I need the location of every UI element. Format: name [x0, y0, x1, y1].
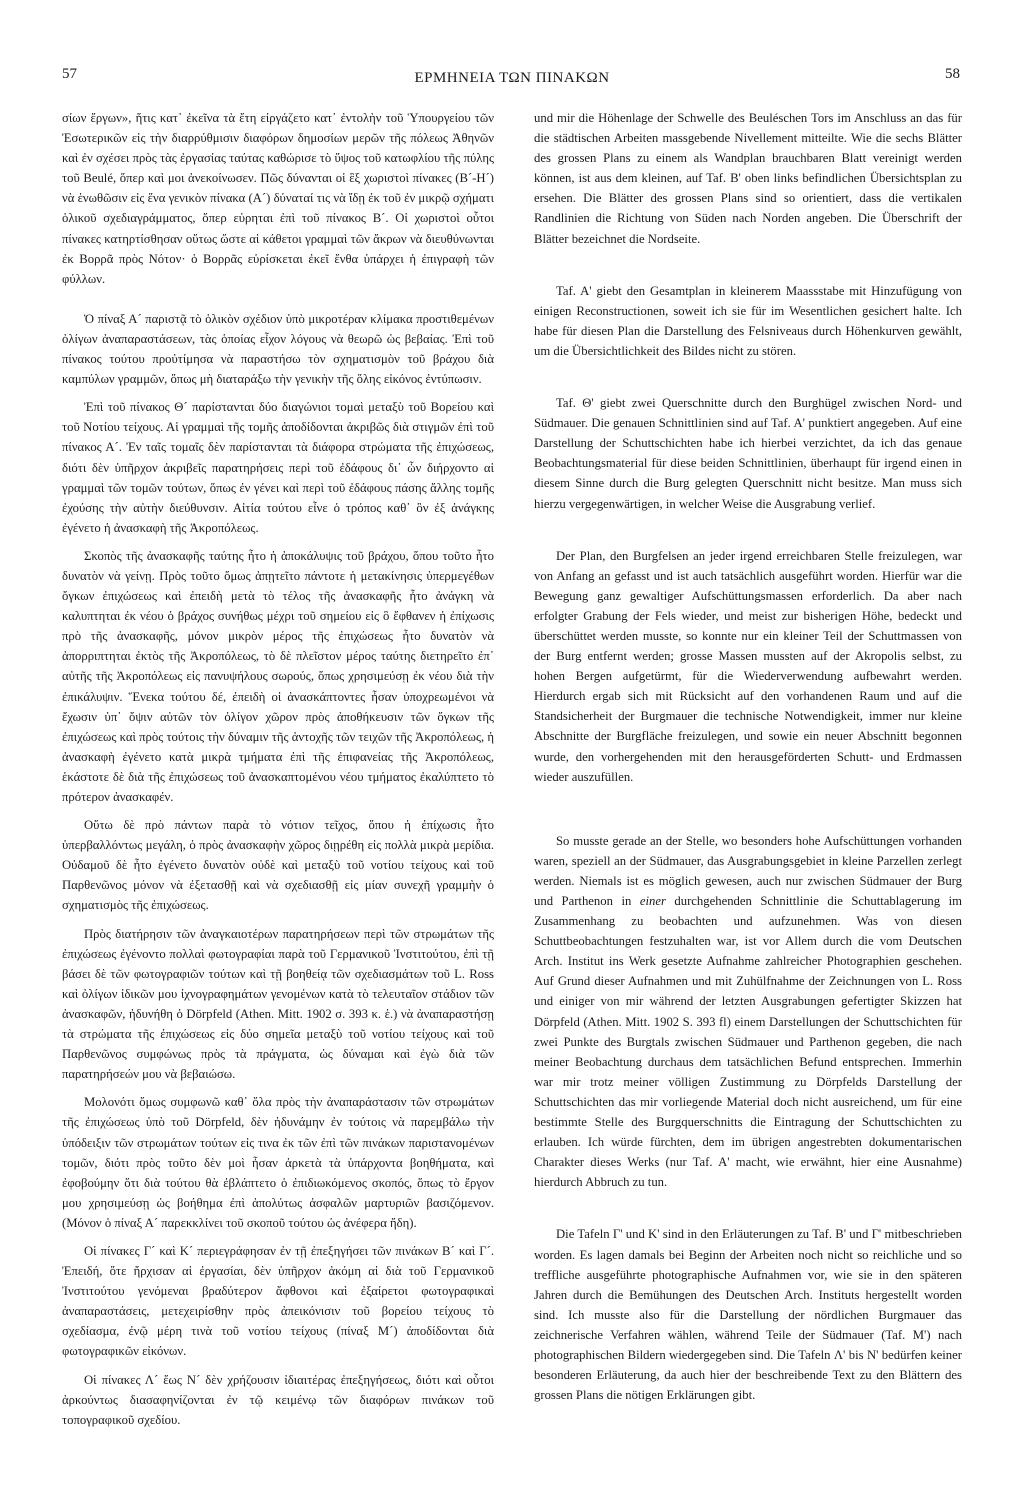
german-paragraph: [534, 831, 962, 1193]
greek-paragraph: σίων ἔργων», ἥτις κατ᾽ ἐκεῖνα τὰ ἔτη εἰργάζετο κατ᾽ ἐντολὴν τοῦ Ὑπουργείου τῶν Ἐσωτερικῶν εἰς τὴν διαρρύθμισιν διαφόρων δημοσίων μερῶν τῆς πόλεως Ἀθηνῶν καὶ ἐν σχέσει πρὸς τὰς ἐργασίας ταύτας καθώρισε τὸ ὕψος τοῦ κατωφλίου τῆς πύλης τοῦ Beulé, ὅπερ καὶ μοι ἀνεκοίνωσεν. Πῶς δύνανται οἱ ἓξ χωριστοὶ πίνακες (Β´-Η´) νὰ ἑνωθῶσιν εἰς ἕνα γενικὸν πίνακα (Α´) δύναταί τις νὰ ἴδῃ ἐκ τοῦ ἐν μικρῷ σχήματι ὁλικοῦ σχεδιαγράμματος, ὅπερ εὑρηται ἐπὶ τοῦ πίνακος Β´. Οἱ χωριστοὶ οὗτοι πίνακες κατηρτίσθησαν οὕτως ὥστε αἱ κάθετοι γραμμαὶ τῶν ἄκρων νὰ διευθύνωνται ἐκ Βορρᾶ πρὸς Νότον· ὁ Βορρᾶς εὑρίσκεται ἐκεῖ ἔνθα ὑπάρχει ἡ ἐπιγραφὴ τῶν φύλλων.: [62, 111, 494, 286]
greek-column: [62, 108, 494, 1438]
german-paragraph: Taf. Θ' giebt zwei Querschnitte durch den Burghügel zwischen Nord- und Südmauer. Die genauen Schnittlinien sind auf Taf. A' punktiert angegeben. Auf eine Darstellung der Schuttschichten habe ich hierbei verzichtet, da ich das genaue Beobachtungsmaterial für diese beiden Schnittlinien, überhaupt für irgend einen in diesem Sinne durch die Burg gelegten Querschnitt nicht besitze. Man muss sich hierzu vergegenwärtigen, in welcher Weise die Ausgrabung verlief.: [534, 396, 962, 511]
german-text-run: durchgehenden Schnittlinie die Schuttablagerung im Zusammenhang zu beobachten und aufzunehmen. Was von diesen Schuttbeobachtungen festzuhalten war, ist vor Allem durch die vom Deutschen Arch. Institut ins Werk gesetzte Aufnahme zahlreicher Photographien geschehen. Auf Grund dieser Aufnahmen und mit Zuhülfnahme der Zeichnungen von L. Ross und einiger von mir während der letzten Ausgrabungen gefertigter Skizzen hat Dörpfeld (Athen. Mitt. 1902 S. 393 fl) einem Darstellungen der Schuttschichten für zwei Punkte des Burgtals zwischen Südmauer und Parthenon gegeben, die nach meiner Beobachtung durchaus dem tatsächlichen Befund entsprechen. Immerhin war mir trotz meiner völligen Zustimmung zu Dörpfelds Darstellung der Schuttschichten das mir vorliegende Material doch nicht ausreichend, um für eine bestimmte Stelle des Burgquerschnitts die Eintragung der Schuttschichten zu erlauben. Ich würde fürchten, dem im übrigen angestrebten dokumentarischen Charakter dieses Werks (nur Taf. A' macht, wie erwähnt, hier eine Ausnahme) hierdurch Abbruch zu tun.: [534, 894, 962, 1190]
running-title: ΕΡΜΗΝΕΙΑ ΤΩΝ ΠΙΝΑΚΩΝ: [414, 70, 610, 86]
emphasis-einer: einer: [639, 894, 666, 908]
greek-paragraph: Πρὸς διατήρησιν τῶν ἀναγκαιοτέρων παρατηρήσεων περὶ τῶν στρωμάτων τῆς ἐπιχώσεως ἐγένοντο πολλαὶ φωτογραφίαι παρὰ τοῦ Γερμανικοῦ Ἰνστιτούτου, ἐπὶ τῇ βάσει δὲ τῶν φωτογραφιῶν τούτων καὶ τῇ βοηθείᾳ τῶν σχεδιασμάτων τοῦ L. Ross καὶ ὀλίγων ἰδικῶν μου ἰχνογραφημάτων γενομένων κατὰ τὸ τελευταῖον στάδιον τῶν ἀνασκαφῶν, ἠδυνήθη ὁ Dörpfeld (Athen. Mitt. 1902 σ. 393 κ. ἑ.) νὰ ἀναπαραστήσῃ τὰ στρώματα τῆς ἐπιχώσεως εἰς δύο σημεῖα μεταξὺ τοῦ νοτίου τείχους καὶ τοῦ Παρθενῶνος συμφώνως πρὸς τὰ πράγματα, ὡς δύναμαι καὶ ἐγὼ διὰ τῶν παρατηρήσεών μου νὰ βεβαιώσω.: [62, 926, 494, 1082]
german-paragraph: Taf. A' giebt den Gesamtplan in kleinerem Maassstabe mit Hinzufügung von einigen Reconstructionen, soweit ich sie für im Wesentlichen gesichert halte. Ich habe für diesen Plan die Darstellung des Felsniveaus durch Höhenkurven gewählt, um die Übersichtlichkeit des Bildes nicht zu stören.: [534, 283, 962, 358]
greek-paragraph: Οὕτω δὲ πρὸ πάντων παρὰ τὸ νότιον τεῖχος, ὅπου ἡ ἐπίχωσις ἦτο ὑπερβαλλόντως μεγάλη, ὁ πρὸς ἀνασκαφὴν χῶρος διῃρέθη εἰς πολλὰ μικρὰ μερίδια. Οὐδαμοῦ δὲ ἦτο ἐγένετο δυνατὸν οὐδὲ καὶ μεταξὺ τοῦ νοτίου τείχους καὶ τοῦ Παρθενῶνος μόνον νὰ ἐξετασθῇ καὶ νὰ σχεδιασθῇ εἰς μίαν συνεχῆ γραμμὴν ὁ σχηματισμὸς τῆς ἐπιχώσεως.: [62, 818, 494, 913]
german-paragraph: und mir die Höhenlage der Schwelle des Beuléschen Tors im Anschluss an das für die städtischen Arbeiten massgebende Nivellement mitteilte. Wie die sechs Blätter des grossen Plans zu einem als Wandplan brauchbaren Blatt vereinigt werden können, ist aus dem kleinen, auf Taf. B' oben links befindlichen Übersichtsplan zu ersehen. Die Blätter des grossen Plans sind so orientiert, dass die vertikalen Randlinien die Richtung von Süden nach Norden angeben. Die Überschrift der Blätter bezeichnet die Nordseite.: [534, 111, 962, 246]
page-number-left: 57: [62, 66, 77, 82]
greek-paragraph: Οἱ πίνακες Λ´ ἕως Ν´ δὲν χρήζουσιν ἰδιαιτέρας ἐπεξηγήσεως, διότι καὶ οὗτοι ἀρκούντως διασαφηνίζονται ἐν τῷ κειμένῳ τῶν διαφόρων πινάκων τοῦ τοπογραφικοῦ σχεδίου.: [62, 1372, 494, 1427]
german-text-run: So musste gerade an der Stelle, wo besonders hohe Aufschüttungen vorhanden waren, speziell an der Südmauer, das Ausgrabungsgebiet in kleine Parzellen zerlegt werden. Niemals ist es möglich gewesen, auch nur zwischen Südmauer der Burg und Parthenon in: [534, 833, 962, 908]
german-paragraph: Der Plan, den Burgfelsen an jeder irgend erreichbaren Stelle freizulegen, war von Anfang an gefasst und ist auch tatsächlich ausgeführt worden. Hierfür war die Bewegung ganz gewaltiger Aufschüttungsmassen erforderlich. Da aber nach erfolgter Grabung der Fels wieder, und meist zur bisherigen Höhe, bedeckt und überschüttet werden musste, so konnte nur ein kleiner Teil der Schuttmassen von der Burg entfernt werden; grosse Massen mussten auf der Akropolis selbst, zu hohen Bergen aufgetürmt, für die Wiederverwendung aufbewahrt werden. Hierdurch ergab sich mit Rücksicht auf den vorhandenen Raum und auf die Standsicherheit der Burgmauer die technische Notwendigkeit, immer nur kleine Abschnitte der Burgfläche freizulegen, und sowie ein neuer Abschnitt begonnen wurde, den vorhergehenden mit den herausgeförderten Schutt- und Erdmassen wieder auszufüllen.: [534, 548, 962, 784]
greek-paragraph: Σκοπὸς τῆς ἀνασκαφῆς ταύτης ἦτο ἡ ἀποκάλυψις τοῦ βράχου, ὅπου τοῦτο ἦτο δυνατὸν νὰ γείνῃ. Πρὸς τοῦτο ὅμως ἀπῃτεῖτο πάντοτε ἡ μετακίνησις ὑπερμεγέθων ὄγκων ἐπιχώσεως καὶ ἐπειδὴ μετὰ τὸ τέλος τῆς ἀνασκαφῆς ἦτο ἀνάγκη νὰ καλυπτηται ἐκ νέου ὁ βράχος συνήθως μέχρι τοῦ σημείου εἰς ὃ ἔφθανεν ἡ ἐπίχωσις πρὸ τῆς ἀνασκαφῆς, μόνον μικρὸν μέρος τῆς ἐπιχώσεως ἦτο δυνατὸν νὰ ἀπορριπτηται ἐκτὸς τῆς Ἀκροπόλεως, τὸ δὲ πλεῖστον μέρος ταύτης διετηρεῖτο ἐπ᾽ αὐτῆς τῆς Ἀκροπόλεως εἰς πανυψήλους σωρούς, ὅπως χρησιμεύσῃ ἐκ νέου διὰ τὴν ἐπικάλυψιν. Ἕνεκα τούτου δέ, ἐπειδὴ οἱ ἀνασκάπτοντες ἦσαν ὑποχρεωμένοι νὰ ἔχωσιν ὑπ᾽ ὄψιν αὐτῶν τὸν ὀλίγον χῶρον πρὸς ἀποθήκευσιν τῶν ὄγκων τῆς ἐπιχώσεως καὶ πρὸς τούτοις τὴν δύναμιν τῆς ἀντοχῆς τῶν τειχῶν τῆς Ἀκροπόλεως, ἡ ἀνασκαφὴ ἐγένετο κατὰ μικρὰ τμήματα ἐπὶ τῆς ἐπιφανείας τῆς Ἀκροπόλεως, ἑκάστοτε δὲ διὰ τῆς ἐπιχώσεως τοῦ ἀνασκαπτομένου νέου τμήματος ἐκαλύπτετο τὸ πρότερον ἀνασκαφέν.: [62, 548, 494, 804]
greek-paragraph: Μολονότι ὅμως συμφωνῶ καθ᾽ ὅλα πρὸς τὴν ἀναπαράστασιν τῶν στρωμάτων τῆς ἐπιχώσεως ὑπὸ τοῦ Dörpfeld, δὲν ἠδυνάμην ἐν τούτοις νὰ παρεμβάλω τὴν ὑπόδειξιν τῶν στρωμάτων τούτων εἰς τινα ἐκ τῶν ἐπὶ τῶν πινάκων παριστανομένων τομῶν, διότι πρὸς τοῦτο δὲν μοὶ ἦσαν ἀρκετὰ τὰ ὑπάρχοντα βοηθήματα, καὶ ἐφοβούμην ὅτι διὰ τούτου θὰ ἐβλάπτετο ὁ ἐπιδιωκόμενος σκοπός, ὅπως τὸ ἔργον μου χρησιμεύσῃ ὡς βοήθημα ἐπὶ ἀπολύτως ἀσφαλῶν μαρτυριῶν βασιζόμενον. (Μόνον ὁ πίναξ Α´ παρεκκλίνει τοῦ σκοποῦ τούτου ὡς ἀνέφερα ἤδη).: [62, 1095, 494, 1230]
greek-paragraph: Οἱ πίνακες Γ´ καὶ Κ´ περιεγράφησαν ἐν τῇ ἐπεξηγήσει τῶν πινάκων Β´ καὶ Γ´. Ἐπειδή, ὅτε ἤρχισαν αἱ ἐργασίαι, δὲν ὑπῆρχον ἀκόμη αἱ διὰ τοῦ Γερμανικοῦ Ἰνστιτούτου γενόμεναι βραδύτερον ἄφθονοι καὶ ἐξαίρετοι φωτογραφικαὶ ἀναπαραστάσεις, μετεχειρίσθην πρὸς ἀπεικόνισιν τοῦ βορείου τείχους τὸ σχεδίασμα, ἐνῷ μέρη τινὰ τοῦ νοτίου τείχους (πίναξ Μ´) ἀποδίδονται διὰ φωτογραφικῶν εἰκόνων.: [62, 1243, 494, 1359]
greek-paragraph: Ὁ πίναξ Α´ παριστᾷ τὸ ὁλικὸν σχέδιον ὑπὸ μικροτέραν κλίμακα προστιθεμένων ὀλίγων ἀναπαραστάσεων, τὰς ὁποίας εἶχον λόγους νὰ θεωρῶ ὡς βεβαίας. Ἐπὶ τοῦ πίνακος τούτου προὐτίμησα νὰ παραστήσω τὸν σχηματισμὸν τοῦ βράχου διὰ καμπύλων γραμμῶν, ὅπως μὴ διαταράξω τὴν γενικὴν τῆς ὅλης εἰκόνος ἐντύπωσιν.: [62, 311, 494, 387]
page-number-right: 58: [945, 66, 960, 82]
german-paragraph: Die Tafeln Γ' und K' sind in den Erläuterungen zu Taf. B' und Γ' mitbeschrieben worden. Es lagen damals bei Beginn der Arbeiten noch nicht so reichliche und so treffliche ausgeführte photographische Aufnahmen vor, wie sie in den späteren Jahren durch die Bemühungen des Deutschen Arch. Instituts hergestellt worden sind. Ich musste also für die Darstellung der nördlichen Burgmauer das zeichnerische Verfahren wählen, während Teile der Südmauer (Taf. M') nach photographischen Bildern wiedergegeben sind. Die Tafeln Λ' bis N' bedürfen keiner besonderen Erläuterung, da auch hier der beschreibende Text zu den Blättern des grossen Plans die nötigen Erklärungen gibt.: [534, 1227, 962, 1403]
german-column: [534, 108, 962, 1413]
greek-paragraph: Ἐπὶ τοῦ πίνακος Θ´ παρίστανται δύο διαγώνιοι τομαὶ μεταξὺ τοῦ Βορείου καὶ τοῦ Νοτίου τείχους. Αἱ γραμμαὶ τῆς τομῆς ἀποδίδονται ἀκριβῶς διὰ στιγμῶν ἐπὶ τοῦ πίνακος Α´. Ἐν ταῖς τομαῖς δὲν παρίστανται τὰ διάφορα στρώματα τῆς ἐπιχώσεως, διότι δὲν ὑπῆρχον ἀκριβεῖς παρατηρήσεις περὶ τοῦ ἐδάφους δι᾽ ὧν διήρχοντο αἱ γραμμαὶ τῶν τομῶν τούτων, ὅπως ἐν γένει καὶ περὶ τοῦ ἐδάφους πάσης ἄλλης τομῆς ἐχούσης τὴν αὐτὴν διεύθυνσιν. Αἰτία τούτου εἶνε ὁ τρόπος καθ᾽ ὃν ἐξ ἀνάγκης ἐγένετο ἡ ἀνασκαφὴ τῆς Ἀκροπόλεως.: [62, 400, 494, 535]
